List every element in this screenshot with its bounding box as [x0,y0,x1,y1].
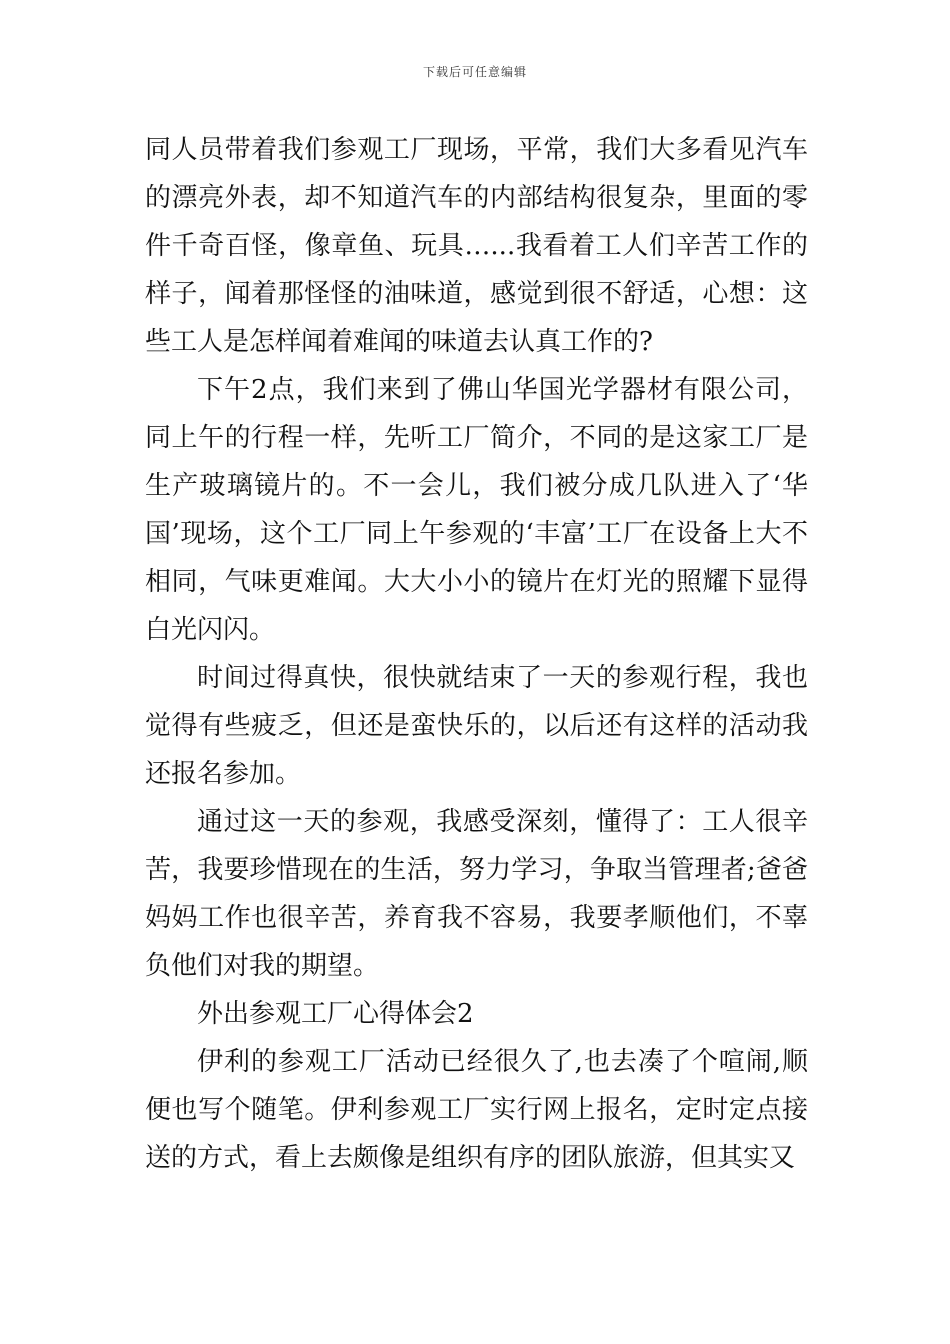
document-body [145,126,808,1182]
paragraph-2: 下午2点，我们来到了佛山华国光学器材有限公司，同上午的行程一样，先听工厂简介，不同的是这家工厂是生产玻璃镜片的。不一会儿，我们被分成几队进入了‘华国’现场，这个工厂同上午参观的‘丰富’工厂在设备上大不相同，气味更难闻。大大小小的镜片在灯光的照耀下显得白光闪闪。 [145,375,808,645]
paragraph-3: 时间过得真快，很快就结束了一天的参观行程，我也觉得有些疲乏，但还是蛮快乐的，以后还有这样的活动我还报名参加。 [145,663,808,789]
paragraph-1: 同人员带着我们参观工厂现场，平常，我们大多看见汽车的漂亮外表，却不知道汽车的内部结构很复杂，里面的零件千奇百怪，像章鱼、玩具…...我看着工人们辛苦工作的样子，闻着那怪怪的油味道，感觉到很不舒适，心想：这些工人是怎样闻着难闻的味道去认真工作的? [145,135,808,357]
page-header: 下载后可任意编辑 [422,65,527,79]
paragraph-5: 伊利的参观工厂活动已经很久了,也去凑了个喧闹,顺便也写个随笔。伊利参观工厂实行网上报名，定时定点接送的方式，看上去颇像是组织有序的团队旅游，但其实又 [145,1047,808,1173]
paragraph-4: 通过这一天的参观，我感受深刻，懂得了：工人很辛苦，我要珍惜现在的生活，努力学习，争取当管理者;爸爸妈妈工作也很辛苦，养育我不容易，我要孝顺他们，不辜负他们对我的期望。 [145,807,808,981]
section-heading: 外出参观工厂心得体会2 [197,999,474,1029]
